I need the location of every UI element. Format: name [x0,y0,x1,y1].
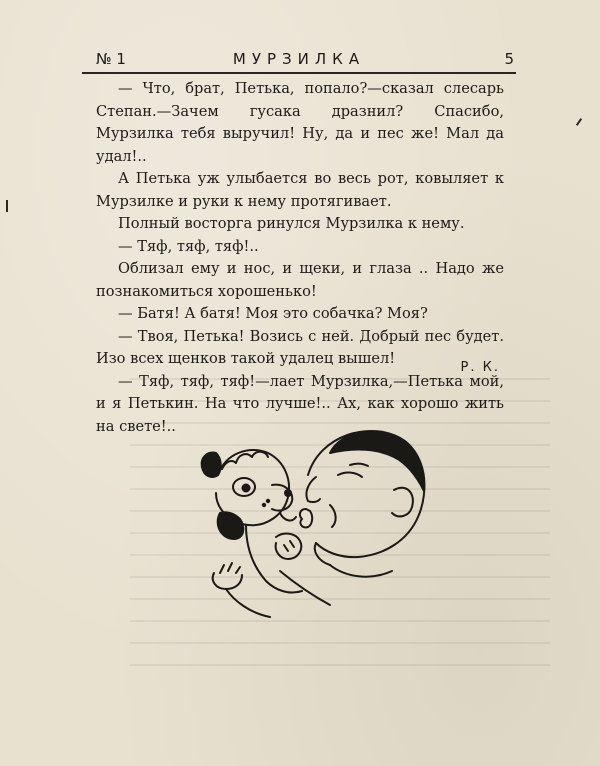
boy-lips [300,509,312,527]
header-rule [82,72,516,74]
puppy-tongue [280,513,296,520]
paragraph: Облизал ему и нос, и щеки, и глаза .. Надо же познакомиться хорошенько! [96,260,504,300]
margin-mark [6,200,8,212]
magazine-title: МУРЗИЛКА [232,50,366,68]
boy-cheek [330,505,336,527]
issue-number: № 1 [96,50,126,68]
puppy-nose [285,490,291,496]
boy-ear [392,488,413,517]
paragraph: — Батя! А батя! Моя это собачка? Моя? [118,305,428,322]
puppy-ear-2 [218,512,244,539]
puppy-paw [276,534,302,559]
boy-hair [330,431,424,491]
boy-nose [306,477,320,502]
paragraph: — Твоя, Петька! Возись с ней. Добрый пес будет. Изо всех щенков такой удалец вышел! [96,327,504,367]
boy-arm [280,571,330,605]
boy-kissing-puppy-illustration [180,405,440,635]
margin-mark [576,118,582,126]
paragraph: А Петька уж улыбается во весь рот, ковыляет к Мурзилке и руки к нему протягивает. [96,170,504,210]
page-number: 5 [504,50,514,68]
paragraph: Полный восторга ринулся Мурзилка к нему. [118,215,465,232]
paragraph: — Что, брат, Петька, попало?—сказал слесарь Степан.—Зачем гусака дразнил? Спасибо, Мурзилка тебя выручил! Ну, да и пес же! Мал да удал!.. [96,80,504,165]
puppy-eye [243,485,250,492]
page-header [82,50,516,72]
boy-hand [213,573,242,589]
story-text [96,78,504,438]
boy-shoulder [330,565,392,577]
boy-eye [338,473,362,477]
puppy-fur [222,452,268,469]
boy-chin [315,543,330,565]
paragraph: — Тяф, тяф, тяф!.. [118,237,259,255]
author-signature: Р. К. [460,360,500,375]
boy-eyebrow [350,464,368,466]
puppy-ear [202,453,221,477]
boy-forearm [226,589,270,617]
paragraph: — Тяф, тяф, тяф!—лает Мурзилка,—Петька мой, и я Петькин. На что лучше!.. Ах, как хорошо жить на свете!.. [96,372,504,435]
